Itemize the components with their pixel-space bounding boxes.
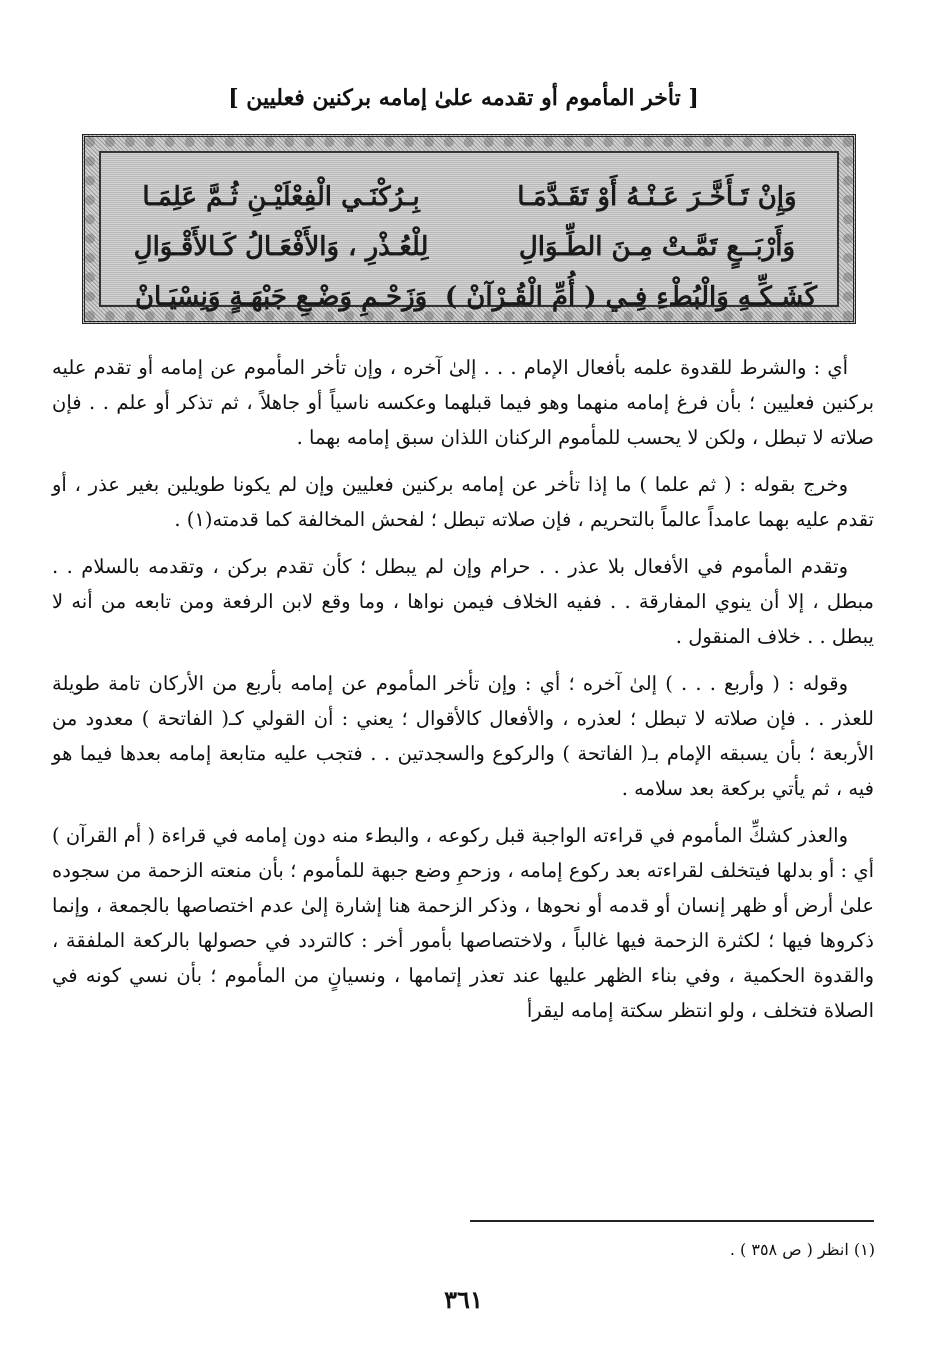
verse-first-hemistich: كَشَـكِّـهِ وَالْبُطْءِ فِـي ( أُمِّ الْقُـرْآنْ ) <box>444 282 817 312</box>
poem-verse <box>121 175 817 219</box>
paragraph: وخرج بقوله : ( ثم علما ) ما إذا تأخر عن إمامه بركنين فعليين وإن لم يكونا طويلين بغير عذر ، أو تقدم عليه بهما عامداً عالماً بالتحريم ، فإن صلاته تبطل ؛ لفحش المخالفة كما قدمته(١) . <box>52 473 874 531</box>
verse-second-hemistich: بِـرُكْنَـي الْفِعْلَيْـنِ ثُـمَّ عَلِمَـا <box>142 182 420 212</box>
paragraph: وقوله : ( وأربع . . . ) إلىٰ آخره ؛ أي : وإن تأخر المأموم عن إمامه بأربع من الأركان تامة طويلة للعذر . . فإن صلاته لا تبطل ؛ لعذره ، والأفعال كالأقوال ؛ يعني : أن القولي كـ( الفاتحة ) معدود من الأربعة ؛ بأن يسبقه الإمام بـ( الفاتحة ) والركوع والسجدتين . . فتجب عليه متابعة إمامه بعدها فيما هو فيه ، ثم يأتي بركعة بعد سلامه . <box>52 672 874 800</box>
verse-first-hemistich: وَأَرْبَــعٍ تَمَّـتْ مِـنَ الطِّـوَالِ <box>518 232 796 262</box>
page-number: ٣٦١ <box>444 1285 483 1314</box>
verse-first-hemistich: وَإِنْ تَـأَخَّـرَ عَـنْـهُ أَوْ تَقَـدَّمَـا <box>517 182 797 212</box>
poem-verse <box>121 225 817 269</box>
commentary-text <box>52 350 874 1040</box>
poem-panel <box>99 151 839 312</box>
paragraph: وتقدم المأموم في الأفعال بلا عذر . . حرام وإن لم يبطل ؛ كأن تقدم بركن ، وتقدمه بالسلام . . مبطل ، إلا أن ينوي المفارقة . . ففيه الخلاف فيمن نواها ، وما وقع لابن الرفعة ومن تابعه من أنه لا يبطل . . خلاف المنقول . <box>52 555 874 648</box>
verse-second-hemistich: لِلْعُـذْرِ ، وَالأَفْعَـالُ كَـالأَقْـوَالِ <box>133 232 429 262</box>
poem-frame <box>82 134 856 324</box>
footnote: (١) انظر ( ص ٣٥٨ ) . <box>729 1240 875 1259</box>
footnote-separator <box>470 1220 874 1222</box>
section-title: [ تأخر المأموم أو تقدمه علىٰ إمامه بركنين فعليين ] <box>228 85 699 111</box>
verse-second-hemistich: وَزَحْـمِ وَضْـعِ جَبْهَـةٍ وَنِسْيَـانْ <box>134 282 428 312</box>
paragraph: أي : والشرط للقدوة علمه بأفعال الإمام . . . إلىٰ آخره ، وإن تأخر المأموم عن إمامه أو تقدم عليه بركنين فعليين ؛ بأن فرغ إمامه منهما وهو فيما قبلهما وعكسه ناسياً أو جاهلاً ، ثم تذكر أو علم . . فإن صلاته لا تبطل ، ولكن لا يحسب للمأموم الركنان اللذان سبق إمامه بهما . <box>52 356 874 449</box>
poem-verse <box>121 275 817 319</box>
paragraph: والعذر كشكِّ المأموم في قراءته الواجبة قبل ركوعه ، والبطء منه دون إمامه في قراءة ( أم القرآن ) أي : أو بدلها فيتخلف لقراءته بعد ركوع إمامه ، وزحمِ وضع جبهة للمأموم ؛ بأن منعته الزحمة من سجوده علىٰ أرض أو ظهر إنسان أو قدمه أو نحوها ، وذكر الزحمة هنا إشارة إلىٰ عدم اختصاصها بالجمعة ، وإنما ذكروها فيها ؛ لكثرة الزحمة فيها غالباً ، ولاختصاصها بأمور أخر : كالتردد في حصولها بالركعة الملفقة ، والقدوة الحكمية ، وفي بناء الظهر عليها عند تعذر إتمامها ، ونسيانٍ من المأموم ؛ بأن نسي كونه في الصلاة فتخلف ، ولو انتظر سكتة إمامه ليقرأ <box>52 824 874 1022</box>
